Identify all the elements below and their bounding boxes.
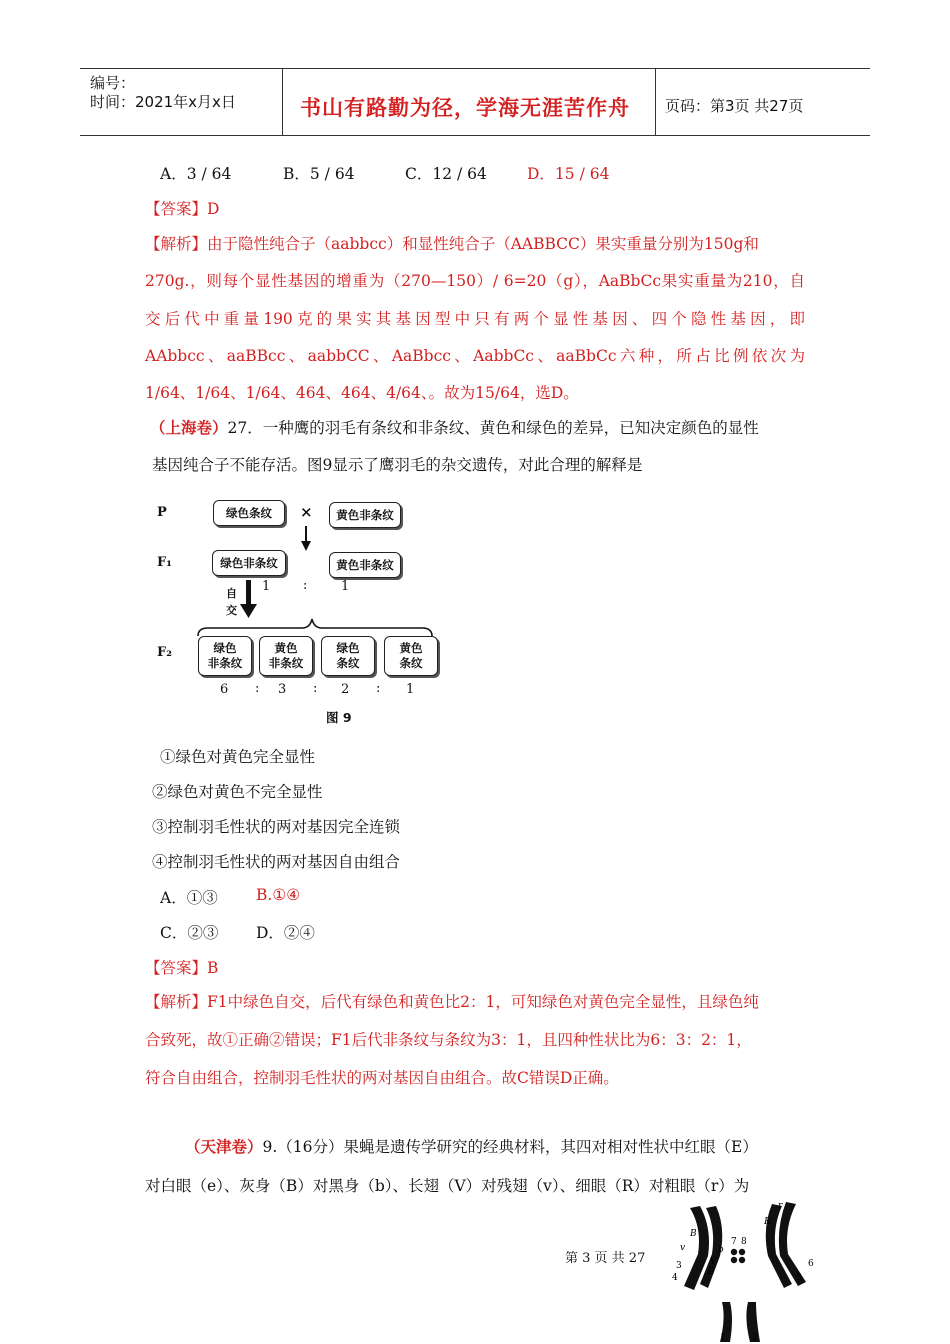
- q9-source-tag: （天津卷）: [185, 1137, 263, 1156]
- header-divider-2: [655, 68, 656, 135]
- f2-yellow-striped-box: [384, 636, 438, 676]
- chromosome-label-5: 5: [796, 1273, 802, 1283]
- statement-1: ①绿色对黄色完全显性: [160, 748, 316, 766]
- q27-answer: 【答案】B: [145, 959, 219, 977]
- q27-stem-text: 27．一种鹰的羽毛有条纹和非条纹、黄色和绿色的差异，已知决定颜色的显性: [227, 419, 759, 437]
- f2-yellow-nonstriped-box: [259, 636, 313, 676]
- chromosome-label-R: R: [764, 1217, 771, 1227]
- figure-p-label: P: [157, 505, 167, 520]
- figure-f1-label: F₁: [157, 555, 172, 570]
- f2-bracket-icon: [190, 616, 440, 638]
- statement-3: ③控制羽毛性状的两对基因完全连锁: [152, 818, 401, 836]
- selfing-arrow-icon: [238, 580, 260, 620]
- header-serial: 编号：: [90, 74, 136, 92]
- f2-box-3-line-1: 绿色: [336, 641, 360, 655]
- analysis-prev-line-1: 【解析】由于隐性纯合子（aabbcc）和显性纯合子（AABBCC）果实重量分别为150g和: [145, 235, 759, 253]
- f2-ratio-colon-2: :: [313, 681, 318, 696]
- chromosome-label-2: 2: [752, 1333, 758, 1343]
- figure-caption: 图 9: [326, 710, 352, 725]
- p-green-striped-box: 绿色条纹: [213, 500, 285, 526]
- f2-ratio-1: 6: [220, 682, 229, 697]
- p-yellow-nonstriped-box: 黄色非条纹: [329, 502, 401, 528]
- q27-stem-2: 基因纯合子不能存活。图9显示了鹰羽毛的杂交遗传，对此合理的解释是: [152, 456, 643, 474]
- q27-option-a: A．①③: [160, 889, 218, 907]
- q27-source-tag: （上海卷）: [150, 418, 228, 437]
- option-a: A．3 / 64: [160, 165, 232, 183]
- option-b: B．5 / 64: [283, 165, 355, 183]
- q27-option-c: C．②③: [160, 924, 219, 942]
- q27-analysis-line-2: 合致死，故①正确②错误；F1后代非条纹与条纹为3：1，且四种性状比为6：3：2：1，: [145, 1031, 752, 1049]
- f2-ratio-colon-1: :: [255, 681, 260, 696]
- f2-ratio-3: 2: [341, 682, 350, 697]
- header-bottom-rule: [80, 135, 870, 136]
- header-page-info: 页码：第3页 共27页: [665, 97, 804, 115]
- f2-box-4-line-2: 条纹: [399, 656, 423, 670]
- f1-green-nonstriped-box: 绿色非条纹: [212, 550, 286, 576]
- chromosome-label-B: B: [690, 1229, 697, 1239]
- f2-box-2-line-1: 黄色: [274, 641, 298, 655]
- f2-ratio-2: 3: [278, 682, 287, 697]
- option-d: D．15 / 64: [527, 165, 610, 183]
- chromosome-label-4: 4: [672, 1273, 678, 1283]
- cross-arrow-icon: [296, 526, 316, 552]
- f2-box-1-line-2: 非条纹: [207, 656, 243, 670]
- q27-analysis-line-3: 符合自由组合，控制羽毛性状的两对基因自由组合。故C错误D正确。: [145, 1069, 619, 1087]
- analysis-prev-line-4: AAbbcc、aaBBcc、aabbCC、AaBbcc、AabbCc、aaBbCc六种，所占比例依次为: [145, 347, 805, 365]
- header-motto: 书山有路勤为径，学海无涯苦作舟: [300, 96, 630, 120]
- analysis-prev-line-5: 1/64、1/64、1/64、464、464、4/64、。故为15/64，选D。: [145, 384, 579, 402]
- statement-4: ④控制羽毛性状的两对基因自由组合: [152, 853, 401, 871]
- f1-yellow-nonstriped-box: 黄色非条纹: [329, 552, 401, 578]
- analysis-prev-line-2: 270g.，则每个显性基因的增重为（270—150）/ 6=20（g），AaBbCc果实重量为210，自: [145, 272, 805, 290]
- answer-prev: 【答案】D: [145, 200, 220, 218]
- header-top-rule: [80, 68, 870, 69]
- f2-box-1-line-1: 绿色: [213, 641, 237, 655]
- page-footer: 第 3 页 共 27: [565, 1251, 646, 1266]
- selfing-char-2: 交: [226, 604, 237, 617]
- chromosome-label-8: 8: [741, 1237, 747, 1247]
- analysis-prev-line-3: 交后代中重量190克的果实其基因型中只有两个显性基因、四个隐性基因，即: [145, 310, 805, 328]
- header-time: 时间：2021年x月x日: [90, 93, 236, 111]
- f1-ratio-colon: :: [303, 578, 308, 593]
- q9-stem-text: 9.（16分）果蝇是遗传学研究的经典材料，其四对相对性状中红眼（E）: [262, 1138, 758, 1156]
- q27-option-b: B.①④: [256, 886, 301, 904]
- figure-f2-label: F₂: [157, 645, 172, 660]
- f2-box-4-line-1: 黄色: [399, 641, 423, 655]
- f2-ratio-colon-3: :: [376, 681, 381, 696]
- chromosome-label-V: V: [710, 1257, 717, 1267]
- header-divider-1: [282, 68, 283, 135]
- statement-2: ②绿色对黄色不完全显性: [152, 783, 323, 801]
- chromosome-label-r: r: [778, 1201, 783, 1211]
- chromosome-label-v: v: [680, 1243, 686, 1253]
- chromosome-label-3: 3: [676, 1261, 682, 1271]
- f2-ratio-4: 1: [406, 682, 415, 697]
- option-c: C．12 / 64: [405, 165, 487, 183]
- chromosome-label-7: 7: [731, 1237, 737, 1247]
- q27-option-d: D．②④: [256, 924, 315, 942]
- chromosome-label-1: 1: [720, 1333, 726, 1343]
- chromosome-label-b: b: [718, 1245, 724, 1255]
- q9-stem-2: 对白眼（e）、灰身（B）对黑身（b）、长翅（V）对残翅（v）、细眼（R）对粗眼（r）为: [145, 1177, 750, 1195]
- fruit-fly-chromosome-figure: [660, 1198, 820, 1344]
- chromosome-label-E: E: [708, 1267, 715, 1277]
- selfing-char-1: 自: [226, 587, 237, 600]
- q27-stem-1: [150, 416, 759, 438]
- q9-stem-1: [185, 1135, 758, 1157]
- f2-green-striped-box: [321, 636, 375, 676]
- f2-green-nonstriped-box: [198, 636, 252, 676]
- f2-box-2-line-2: 非条纹: [268, 656, 304, 670]
- f1-ratio-right: 1: [341, 579, 350, 594]
- chromosome-label-6: 6: [808, 1259, 814, 1269]
- f1-ratio-left: 1: [262, 579, 271, 594]
- q27-analysis-line-1: 【解析】F1中绿色自交，后代有绿色和黄色比2：1，可知绿色对黄色完全显性，且绿色纯: [145, 993, 759, 1011]
- f2-box-3-line-2: 条纹: [336, 656, 360, 670]
- cross-sign: ×: [300, 503, 313, 521]
